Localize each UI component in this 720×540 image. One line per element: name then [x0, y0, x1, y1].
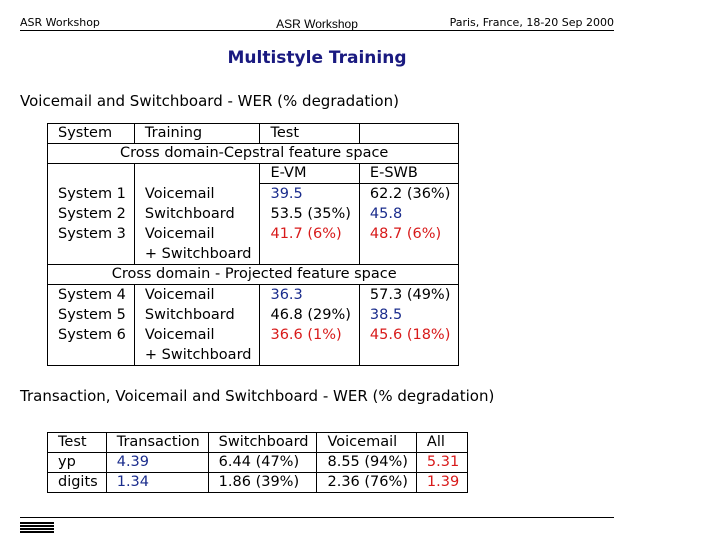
section2-heading: Transaction, Voicemail and Switchboard - WER (% degradation)	[20, 387, 495, 405]
cell-evm: 53.5 (35%)	[270, 206, 351, 222]
header-test: Test	[48, 433, 107, 453]
blank-cell	[48, 164, 135, 184]
evm-block1	[260, 184, 359, 265]
systems-block2	[48, 285, 135, 366]
training-block1	[134, 184, 260, 265]
cell-evm: 36.6 (1%)	[270, 327, 342, 343]
cell-training: Switchboard	[144, 205, 235, 222]
cell-system: System 2	[58, 205, 126, 222]
table-row	[48, 265, 459, 285]
cell-test: digits	[48, 473, 107, 493]
header-empty	[359, 124, 458, 144]
table-row	[48, 124, 459, 144]
evm-block2	[260, 285, 359, 366]
cell-system	[58, 345, 126, 365]
systems-block1	[48, 184, 135, 265]
cell-system	[58, 244, 126, 264]
footer-rule	[20, 517, 614, 518]
eswb-block2	[359, 285, 458, 366]
cell-test: yp	[48, 453, 107, 473]
table-row	[48, 433, 468, 453]
header-system: System	[48, 124, 135, 144]
cell-all: 1.39	[416, 473, 467, 493]
cell-evm: 36.3	[270, 287, 303, 303]
cell-training: Voicemail	[144, 225, 215, 242]
cell-system: System 1	[58, 185, 126, 202]
header-right: Paris, France, 18-20 Sep 2000	[449, 16, 614, 29]
header-left: ASR Workshop	[20, 16, 100, 29]
cell-eswb	[370, 345, 450, 365]
cell-training: + Switchboard	[144, 347, 252, 363]
cell-evm: 41.7 (6%)	[270, 226, 342, 242]
cell-eswb	[370, 244, 450, 264]
table-row	[48, 164, 459, 184]
blank-cell	[134, 164, 260, 184]
cell-system: System 4	[58, 287, 126, 303]
table-row	[48, 184, 459, 265]
cell-evm	[270, 345, 350, 365]
section1-heading: Voicemail and Switchboard - WER (% degradation)	[20, 92, 399, 110]
cell-all: 5.31	[416, 453, 467, 473]
cell-system: System 3	[58, 225, 126, 242]
header-test: Test	[260, 124, 359, 144]
header-switchboard: Switchboard	[208, 433, 317, 453]
eswb-block1	[359, 184, 458, 265]
cell-switchboard: 6.44 (47%)	[208, 453, 317, 473]
wer-table-1	[47, 123, 459, 366]
header-all: All	[416, 433, 467, 453]
cell-training: Voicemail	[144, 287, 215, 303]
header-center: ASR Workshop	[276, 17, 358, 31]
cell-voicemail: 8.55 (94%)	[317, 453, 416, 473]
header-transaction: Transaction	[106, 433, 208, 453]
cell-training: Voicemail	[144, 185, 215, 202]
span-projected: Cross domain - Projected feature space	[48, 265, 459, 285]
cell-evm: 39.5	[270, 186, 303, 202]
table-row	[48, 144, 459, 164]
table-row	[48, 285, 459, 366]
cell-eswb: 38.5	[369, 307, 403, 323]
slide-header	[20, 14, 614, 31]
cell-system: System 5	[58, 307, 126, 323]
cell-evm: 46.8 (29%)	[270, 307, 351, 323]
cell-eswb: 45.6 (18%)	[369, 327, 451, 343]
ibm-logo	[20, 522, 54, 536]
table-row	[48, 453, 468, 473]
header-training: Training	[134, 124, 260, 144]
cell-training: Voicemail	[144, 327, 215, 343]
header-voicemail: Voicemail	[317, 433, 416, 453]
cell-eswb: 57.3 (49%)	[369, 287, 451, 303]
table-row	[48, 473, 468, 493]
training-block2	[134, 285, 260, 366]
slide-title: Multistyle Training	[227, 48, 407, 68]
cell-eswb: 45.8	[369, 206, 403, 222]
cell-transaction: 1.34	[106, 473, 208, 493]
cell-training: Switchboard	[144, 307, 235, 323]
cell-evm	[270, 244, 350, 264]
cell-system: System 6	[58, 327, 126, 343]
cell-eswb: 62.2 (36%)	[369, 186, 451, 202]
sub-eswb: E-SWB	[359, 164, 458, 184]
span-cepstral: Cross domain-Cepstral feature space	[48, 144, 459, 164]
wer-table-2	[47, 432, 468, 493]
cell-eswb: 48.7 (6%)	[369, 226, 442, 242]
sub-evm: E-VM	[260, 164, 359, 184]
cell-transaction: 4.39	[106, 453, 208, 473]
cell-voicemail: 2.36 (76%)	[317, 473, 416, 493]
cell-switchboard: 1.86 (39%)	[208, 473, 317, 493]
cell-training: + Switchboard	[144, 245, 252, 262]
